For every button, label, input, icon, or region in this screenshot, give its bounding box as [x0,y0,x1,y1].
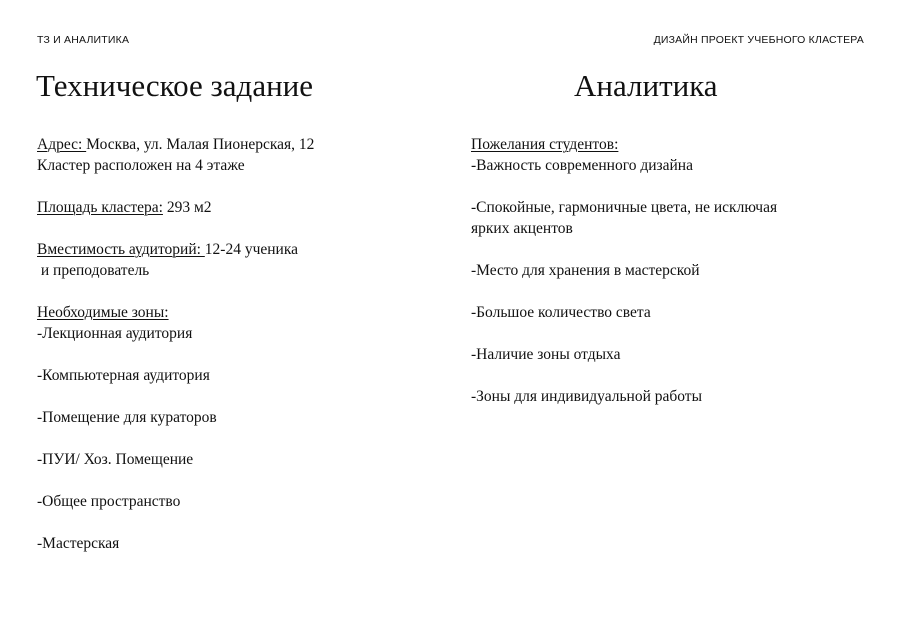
address-value: Москва, ул. Малая Пионерская, 12 [86,136,315,153]
analytics-column [471,134,871,407]
title-analytics: Аналитика [574,68,718,103]
capacity-line [37,239,397,260]
area-label: Площадь кластера: [37,199,163,216]
floor-note: Кластер расположен на 4 этаже [37,157,245,174]
wish-item: -Место для хранения в мастерской [471,262,700,279]
zone-item: -Мастерская [37,535,120,552]
title-technical-task: Техническое задание [36,68,314,103]
capacity-label: Вместимость аудиторий: [37,241,205,258]
wish-item: -Наличие зоны отдыха [471,346,621,363]
zone-item: -Общее пространство [37,493,181,510]
capacity-value-continued: и преподователь [37,262,150,279]
header-project-label: ДИЗАЙН ПРОЕКТ УЧЕБНОГО КЛАСТЕРА [653,34,864,46]
zone-item: -ПУИ/ Хоз. Помещение [37,451,194,468]
wish-item-continued: ярких акцентов [471,220,573,237]
wish-item: -Спокойные, гармоничные цвета, не исключая [471,199,778,216]
wish-item: -Зоны для индивидуальной работы [471,388,702,405]
wish-item: -Важность современного дизайна [471,157,693,174]
wishes-label: Пожелания студентов: [471,136,619,153]
address-label: Адрес: [37,136,87,153]
capacity-value: 12-24 ученика [204,241,299,258]
header-section-label: ТЗ И АНАЛИТИКА [37,34,130,46]
technical-task-column [37,134,397,554]
zones-label: Необходимые зоны: [37,304,169,321]
zone-item: -Помещение для кураторов [37,409,217,426]
zone-item: -Компьютерная аудитория [37,367,210,384]
zone-item: -Лекционная аудитория [37,325,193,342]
area-line [37,197,397,218]
address-line [37,134,397,155]
wish-item: -Большое количество света [471,304,651,321]
area-value: 293 м2 [162,199,212,216]
